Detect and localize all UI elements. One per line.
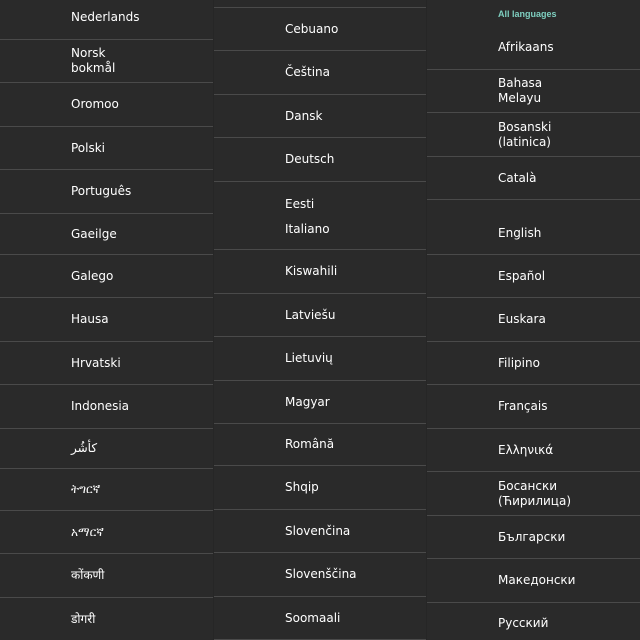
- language-item-latviesu[interactable]: [214, 294, 427, 337]
- language-item-nederlands[interactable]: [0, 0, 214, 40]
- language-item-slovencina[interactable]: [214, 510, 427, 553]
- language-item-hausa[interactable]: [0, 298, 214, 342]
- language-item-kashmiri[interactable]: [0, 429, 214, 469]
- language-column-3: [427, 0, 640, 640]
- language-item-greek[interactable]: [427, 429, 640, 472]
- language-item-english[interactable]: [427, 200, 640, 255]
- language-label: کأشُر: [71, 441, 98, 455]
- language-label: Русский: [498, 615, 549, 630]
- language-item-norsk-bokmal[interactable]: [0, 40, 214, 83]
- language-item-shqip[interactable]: [214, 466, 427, 510]
- language-label: Slovenčina: [285, 523, 351, 538]
- language-label: Oromoo: [71, 97, 119, 111]
- language-item-bahasa-melayu[interactable]: [427, 70, 640, 113]
- language-label: Norsk bokmål: [71, 46, 116, 75]
- language-label: Filipino: [498, 355, 540, 370]
- language-item-afrikaans[interactable]: [427, 26, 640, 70]
- language-item-euskara[interactable]: [427, 298, 640, 342]
- language-item-russian[interactable]: [427, 603, 640, 640]
- language-label: Shqip: [285, 480, 319, 494]
- language-item-cestina[interactable]: [214, 51, 427, 95]
- language-label: Magyar: [285, 394, 330, 409]
- language-label: Bahasa Melayu: [498, 76, 543, 105]
- language-label: Afrikaans: [498, 40, 554, 54]
- language-item-italiano[interactable]: [214, 209, 427, 250]
- language-label: ትግርኛ: [71, 482, 101, 496]
- language-label: Español: [498, 268, 546, 283]
- language-item-cebuano[interactable]: [214, 8, 427, 51]
- language-label: Galego: [71, 268, 114, 283]
- language-item-portugues[interactable]: [0, 170, 214, 214]
- language-item-hrvatski[interactable]: [0, 342, 214, 385]
- language-label: Македонски: [498, 573, 576, 587]
- language-item-lietuviu[interactable]: [214, 337, 427, 381]
- language-item-dansk[interactable]: [214, 95, 427, 138]
- language-item-romana[interactable]: [214, 424, 427, 466]
- language-label: Gaeilge: [71, 226, 117, 241]
- list-divider: [214, 0, 427, 8]
- language-item-dogri[interactable]: [0, 598, 214, 640]
- language-item-deutsch[interactable]: [214, 138, 427, 182]
- language-item-kiswahili[interactable]: [214, 250, 427, 294]
- language-item-indonesia[interactable]: [0, 385, 214, 429]
- language-label: Português: [71, 184, 132, 198]
- section-header-all-languages: All languages: [498, 9, 557, 19]
- language-label: Română: [285, 437, 335, 451]
- language-item-slovenscina[interactable]: [214, 553, 427, 597]
- language-item-amharic[interactable]: [0, 511, 214, 554]
- language-item-macedonian[interactable]: [427, 559, 640, 603]
- language-label: Босански (Ћирилица): [498, 478, 572, 508]
- language-label: Nederlands: [71, 10, 140, 24]
- language-label: Soomaali: [285, 610, 341, 625]
- language-label: Latviešu: [285, 307, 336, 322]
- language-item-magyar[interactable]: [214, 381, 427, 424]
- language-label: Hrvatski: [71, 355, 121, 370]
- language-label: Dansk: [285, 108, 323, 123]
- language-item-bulgarian[interactable]: [427, 516, 640, 559]
- language-item-bosanski-latinica[interactable]: [427, 113, 640, 157]
- language-label: Polski: [71, 140, 106, 155]
- language-item-bosanski-cyrillic[interactable]: [427, 472, 640, 516]
- language-item-polski[interactable]: [0, 127, 214, 170]
- language-item-gaeilge[interactable]: [0, 214, 214, 255]
- language-label: Italiano: [285, 221, 330, 236]
- language-item-galego[interactable]: [0, 255, 214, 298]
- language-label: Ελληνικά: [498, 442, 554, 457]
- language-label: Indonesia: [71, 399, 130, 413]
- language-item-catala[interactable]: [427, 157, 640, 200]
- language-item-tigrinya[interactable]: [0, 469, 214, 511]
- language-label: Čeština: [285, 65, 331, 79]
- language-label: Български: [498, 529, 566, 544]
- language-item-oromoo[interactable]: [0, 83, 214, 127]
- language-label: Français: [498, 399, 548, 413]
- language-label: Eesti: [285, 197, 315, 211]
- language-label: Català: [498, 170, 537, 185]
- language-item-francais[interactable]: [427, 385, 640, 429]
- language-item-konkani[interactable]: [0, 554, 214, 598]
- language-label: Deutsch: [285, 152, 335, 166]
- language-label: कोंकणी: [71, 568, 105, 582]
- language-label: Cebuano: [285, 21, 339, 36]
- language-label: አማርኛ: [71, 524, 104, 539]
- language-item-espanol[interactable]: [427, 255, 640, 298]
- language-label: Kiswahili: [285, 264, 338, 278]
- language-label: Slovenščina: [285, 567, 357, 581]
- language-label: Euskara: [498, 312, 546, 326]
- language-label: English: [498, 225, 542, 240]
- language-item-soomaali[interactable]: [214, 597, 427, 640]
- language-item-filipino[interactable]: [427, 342, 640, 385]
- language-label: Bosanski (latinica): [498, 119, 552, 149]
- language-label: Lietuvių: [285, 351, 333, 365]
- language-column-2: [214, 0, 427, 640]
- language-column-1: [0, 0, 214, 640]
- language-label: Hausa: [71, 312, 109, 326]
- language-label: डोगरी: [71, 611, 96, 626]
